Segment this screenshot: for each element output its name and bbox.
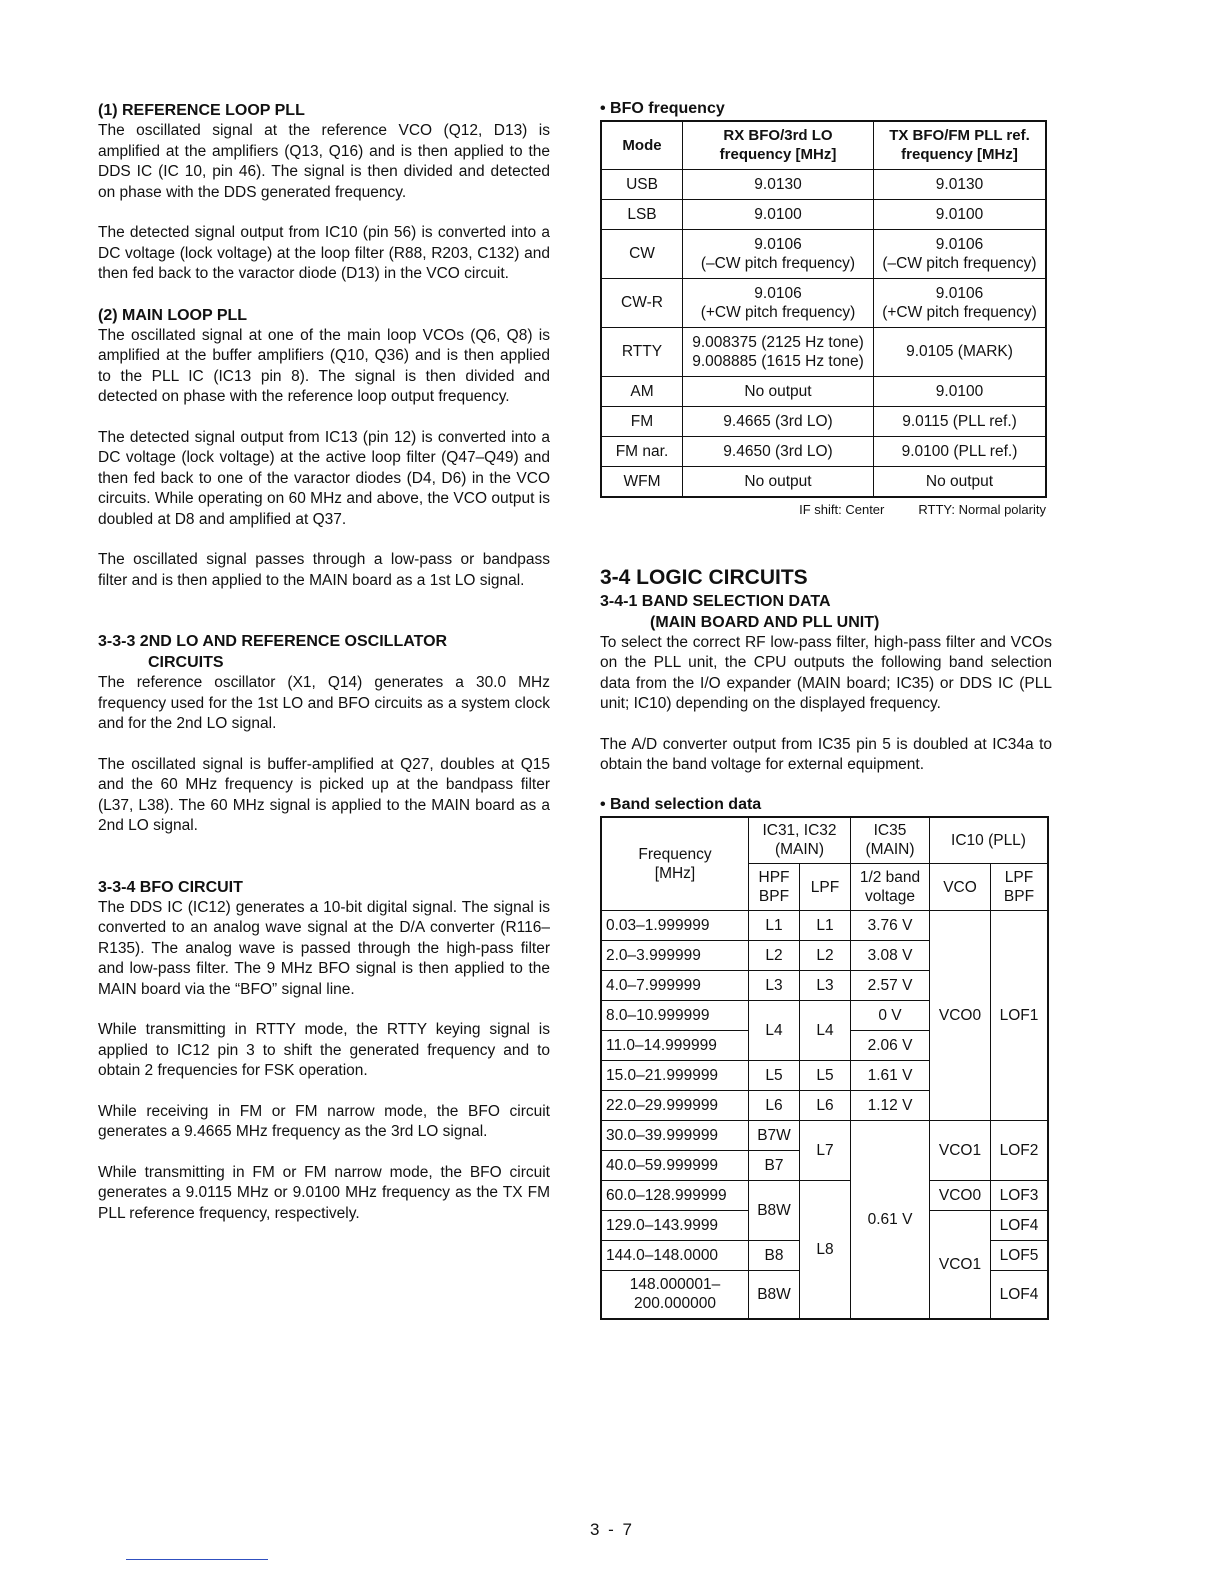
band-hpf-cell: L4: [749, 1001, 800, 1061]
page-number: 3 - 7: [589, 1520, 635, 1539]
ref-pll-heading: (1) REFERENCE LOOP PLL: [98, 102, 305, 119]
band-hpf-cell: B7: [749, 1151, 800, 1181]
band-voltage-cell: 0.61 V: [851, 1121, 930, 1319]
bfo-mode-cell: AM: [601, 376, 683, 406]
band-header-frequency-line1: Frequency: [638, 845, 712, 863]
band-freq-cell: 144.0–148.0000: [601, 1241, 749, 1271]
bfo-tx-cell: [874, 229, 1047, 278]
table-row: [601, 376, 1046, 406]
band-voltage-cell: 1.61 V: [851, 1061, 930, 1091]
band-freq-cell: 22.0–29.999999: [601, 1091, 749, 1121]
band-header-half-band: [851, 864, 930, 911]
bfo-header-rx: [683, 121, 874, 169]
bfo-header-tx-line1: TX BFO/FM PLL ref.: [889, 127, 1030, 145]
bfo-tx-cell: [874, 278, 1047, 327]
band-vco-cell: VCO1: [930, 1211, 991, 1319]
bfo-rx-cell: [683, 327, 874, 376]
if-shift-note: IF shift: Center: [799, 501, 885, 517]
band-lof-cell: LOF4: [991, 1271, 1049, 1319]
band-lof-cell: LOF1: [991, 911, 1049, 1121]
band-hpf-cell: L5: [749, 1061, 800, 1091]
bfo-rx-line2: 9.008885 (1615 Hz tone): [692, 352, 864, 370]
band-vco-cell: VCO1: [930, 1121, 991, 1181]
band-freq-cell: 11.0–14.999999: [601, 1031, 749, 1061]
band-freq-line2: 200.000000: [634, 1295, 716, 1313]
main-pll-para-2: The detected signal output from IC13 (pin 12) is converted into a DC voltage (lock voltage) at the active loop filter (Q47–Q49) and then fed back to one of the varactor diodes (D4, D6) in the VCO circuits. While operating on 60 MHz and above, the VCO output is doubled at D8 and amplified at Q37.: [98, 428, 550, 528]
band-header-ic31: [749, 817, 851, 864]
band-lof-cell: LOF2: [991, 1121, 1049, 1181]
ref-pll-para-1: The oscillated signal at the reference VCO (Q12, D13) is amplified at the amplifiers (Q13, Q16) and is then applied to the DDS IC (IC 10, pin 46). The signal is then divided and detected on phase with the DDS generated frequency.: [98, 122, 550, 201]
bfo-tx-cell: 9.0115 (PLL ref.): [874, 406, 1047, 436]
main-pll-para-1: The oscillated signal at one of the main loop VCOs (Q6, Q8) is amplified at the buffer amplifiers (Q10, Q36) and is then applied to the PLL IC (IC13 pin 8). The signal is then divided and detected on phase with the reference loop output frequency.: [98, 326, 550, 405]
bfo-table-title: • BFO frequency: [600, 100, 725, 117]
band-vco-cell: VCO0: [930, 911, 991, 1121]
table-row: [601, 911, 1048, 941]
bfo-rx-line1: 9.0106: [754, 284, 802, 302]
table-row: [601, 327, 1046, 376]
bfo-mode-cell: LSB: [601, 199, 683, 229]
bfo-rx-cell: 9.4665 (3rd LO): [683, 406, 874, 436]
band-header-hpf-line2: BPF: [758, 888, 790, 905]
bfo-mode-cell: CW-R: [601, 278, 683, 327]
bfo-tx-line2: (–CW pitch frequency): [882, 254, 1037, 272]
band-freq-cell: [601, 1271, 749, 1319]
band-lpf-cell: L6: [800, 1091, 851, 1121]
bfo-rx-cell: [683, 278, 874, 327]
table-row: [601, 466, 1046, 497]
band-lpf-cell: L1: [800, 911, 851, 941]
band-header-ic35-line1: IC35: [873, 822, 907, 840]
band-header-ic31-line1: IC31, IC32: [762, 822, 837, 840]
bfo-rx-cell: 9.4650 (3rd LO): [683, 436, 874, 466]
band-hpf-cell: B8: [749, 1241, 800, 1271]
band-header-half-band-line2: voltage: [865, 888, 915, 905]
band-header-hpf-line1: HPF: [758, 869, 790, 886]
band-hpf-cell: B8W: [749, 1271, 800, 1319]
bfo-mode-cell: WFM: [601, 466, 683, 497]
band-freq-cell: 40.0–59.999999: [601, 1151, 749, 1181]
band-header-lpf-bpf-line1: LPF: [1004, 869, 1034, 886]
band-lpf-cell: L8: [800, 1181, 851, 1319]
band-voltage-cell: 2.06 V: [851, 1031, 930, 1061]
band-header-lpf: LPF: [800, 864, 851, 911]
section-341-para-2: The A/D converter output from IC35 pin 5 is doubled at IC34a to obtain the band voltage for external equipment.: [600, 735, 1052, 773]
band-hpf-cell: L3: [749, 971, 800, 1001]
section-341-heading: [600, 591, 1052, 633]
bfo-tx-cell: 9.0130: [874, 169, 1047, 199]
bfo-rx-cell: No output: [683, 466, 874, 497]
band-header-half-band-line1: 1/2 band: [859, 869, 921, 886]
band-hpf-cell: L6: [749, 1091, 800, 1121]
band-freq-cell: 4.0–7.999999: [601, 971, 749, 1001]
band-freq-cell: 15.0–21.999999: [601, 1061, 749, 1091]
bfo-rx-line1: 9.008375 (2125 Hz tone): [692, 333, 864, 351]
band-header-lpf-bpf: [991, 864, 1049, 911]
band-freq-cell: 0.03–1.999999: [601, 911, 749, 941]
section-333-heading-line2: CIRCUITS: [148, 654, 224, 671]
bfo-tx-cell: 9.0100: [874, 376, 1047, 406]
ref-pll-para-2: The detected signal output from IC10 (pin 56) is converted into a DC voltage (lock voltage) at the loop filter (R88, R203, C132) and then fed back to the varactor diode (D13) in the VCO circuit.: [98, 224, 550, 282]
band-freq-cell: 129.0–143.9999: [601, 1211, 749, 1241]
bfo-table-note: [600, 502, 1052, 517]
bfo-header-mode: Mode: [601, 121, 683, 169]
section-34-heading: 3-4 LOGIC CIRCUITS: [600, 565, 808, 589]
section-334-heading: 3-3-4 BFO CIRCUIT: [98, 878, 243, 896]
section-333-heading: [98, 631, 550, 673]
band-voltage-cell: 3.08 V: [851, 941, 930, 971]
band-hpf-cell: B8W: [749, 1181, 800, 1241]
band-voltage-cell: 1.12 V: [851, 1091, 930, 1121]
band-freq-cell: 60.0–128.999999: [601, 1181, 749, 1211]
band-header-row-1: [601, 817, 1048, 864]
band-header-lpf-bpf-line2: BPF: [1003, 888, 1035, 905]
band-voltage-cell: 2.57 V: [851, 971, 930, 1001]
bfo-mode-cell: RTTY: [601, 327, 683, 376]
bfo-tx-cell: No output: [874, 466, 1047, 497]
bfo-rx-cell: [683, 229, 874, 278]
section-334-para-4: While transmitting in FM or FM narrow mode, the BFO circuit generates a 9.0115 MHz or 9.0100 MHz frequency as the TX FM PLL reference frequency, respectively.: [98, 1163, 550, 1222]
band-header-hpf: [749, 864, 800, 911]
main-pll-heading: (2) MAIN LOOP PLL: [98, 306, 248, 324]
section-333-para-1: The reference oscillator (X1, Q14) generates a 30.0 MHz frequency used for the 1st LO and BFO circuits as a system clock and for the 2nd LO signal.: [98, 674, 550, 732]
band-hpf-cell: L2: [749, 941, 800, 971]
table-row: [601, 229, 1046, 278]
right-column: [600, 100, 1052, 1320]
table-row: [601, 169, 1046, 199]
band-header-ic31-line2: (MAIN): [774, 841, 825, 859]
bfo-rx-line1: 9.0106: [754, 235, 802, 253]
band-hpf-cell: L1: [749, 911, 800, 941]
band-freq-cell: 2.0–3.999999: [601, 941, 749, 971]
section-333-para-2: The oscillated signal is buffer-amplified at Q27, doubles at Q15 and the 60 MHz frequency is picked up at the bandpass filter (L37, L38). The 60 MHz signal is applied to the MAIN board as a 2nd LO signal.: [98, 755, 550, 834]
band-lpf-cell: L4: [800, 1001, 851, 1061]
bfo-rx-cell: No output: [683, 376, 874, 406]
band-lpf-cell: L3: [800, 971, 851, 1001]
bfo-header-row: [601, 121, 1046, 169]
section-334-para-2: While transmitting in RTTY mode, the RTTY keying signal is applied to IC12 pin 3 to shift the generated frequency and to obtain 2 frequencies for FSK operation.: [98, 1021, 550, 1079]
bfo-frequency-table: [600, 120, 1047, 498]
band-freq-cell: 8.0–10.999999: [601, 1001, 749, 1031]
section-341-para-1: To select the correct RF low-pass filter, high-pass filter and VCOs on the PLL unit, the CPU outputs the following band selection data from the I/O expander (MAIN board; IC35) or DDS IC (PLL unit; IC10) depending on the displayed frequency.: [600, 633, 1052, 712]
table-row: [601, 199, 1046, 229]
main-pll-para-3: The oscillated signal passes through a low-pass or bandpass filter and is then applied to the MAIN board as a 1st LO signal.: [98, 551, 550, 589]
bfo-rx-cell: 9.0100: [683, 199, 874, 229]
band-voltage-cell: 0 V: [851, 1001, 930, 1031]
band-lpf-cell: L5: [800, 1061, 851, 1091]
table-row: [601, 436, 1046, 466]
band-header-frequency: [601, 817, 749, 911]
section-341-heading-line1: 3-4-1 BAND SELECTION DATA: [600, 592, 831, 610]
band-freq-cell: 30.0–39.999999: [601, 1121, 749, 1151]
table-row: [601, 1121, 1048, 1151]
band-freq-line1: 148.000001–: [629, 1276, 721, 1294]
band-selection-table: [600, 816, 1049, 1320]
section-334-para-1: The DDS IC (IC12) generates a 10-bit digital signal. The signal is converted to an analog wave signal at the D/A converter (R116–R135). The analog wave is passed through the high-pass filter and low-pass filter. The 9 MHz BFO signal is then applied to the MAIN board via the “BFO” signal line.: [98, 898, 550, 998]
band-header-vco: VCO: [930, 864, 991, 911]
band-header-frequency-line2: [MHz]: [654, 864, 696, 882]
band-voltage-cell: 3.76 V: [851, 911, 930, 941]
bfo-tx-line1: 9.0106: [935, 284, 984, 302]
bfo-tx-line1: 9.0106: [935, 235, 984, 253]
section-334-para-3: While receiving in FM or FM narrow mode, the BFO circuit generates a 9.4665 MHz frequency as the 3rd LO signal.: [98, 1102, 550, 1140]
band-lof-cell: LOF5: [991, 1241, 1049, 1271]
band-table-title: • Band selection data: [600, 795, 762, 813]
band-lpf-cell: L7: [800, 1121, 851, 1181]
bfo-header-rx-line2: frequency [MHz]: [719, 146, 837, 164]
bfo-tx-cell: 9.0100 (PLL ref.): [874, 436, 1047, 466]
bfo-mode-cell: USB: [601, 169, 683, 199]
band-vco-cell: VCO0: [930, 1181, 991, 1211]
bfo-mode-cell: CW: [601, 229, 683, 278]
band-hpf-cell: B7W: [749, 1121, 800, 1151]
bfo-tx-cell: 9.0100: [874, 199, 1047, 229]
bfo-header-tx-line2: frequency [MHz]: [901, 146, 1018, 164]
band-lpf-cell: L2: [800, 941, 851, 971]
bfo-rx-line2: (+CW pitch frequency): [700, 303, 856, 321]
bfo-mode-cell: FM: [601, 406, 683, 436]
left-column: [98, 100, 550, 1224]
bfo-tx-cell: 9.0105 (MARK): [874, 327, 1047, 376]
bfo-tx-line2: (+CW pitch frequency): [882, 303, 1037, 321]
table-row: [601, 278, 1046, 327]
footer-divider: [126, 1559, 268, 1560]
bfo-rx-cell: 9.0130: [683, 169, 874, 199]
bfo-rx-line2: (–CW pitch frequency): [700, 254, 856, 272]
band-lof-cell: LOF4: [991, 1211, 1049, 1241]
band-header-ic35: [851, 817, 930, 864]
bfo-header-tx: [874, 121, 1047, 169]
band-lof-cell: LOF3: [991, 1181, 1049, 1211]
section-341-heading-line2: (MAIN BOARD AND PLL UNIT): [650, 613, 880, 631]
rtty-polarity-note: RTTY: Normal polarity: [918, 501, 1046, 517]
table-row: [601, 406, 1046, 436]
band-header-ic35-line2: (MAIN): [865, 841, 915, 859]
bfo-header-rx-line1: RX BFO/3rd LO: [723, 127, 833, 145]
table-row: [601, 1181, 1048, 1211]
bfo-mode-cell: FM nar.: [601, 436, 683, 466]
band-header-ic10: IC10 (PLL): [930, 817, 1049, 864]
section-333-heading-line1: 3-3-3 2ND LO AND REFERENCE OSCILLATOR: [98, 633, 448, 650]
